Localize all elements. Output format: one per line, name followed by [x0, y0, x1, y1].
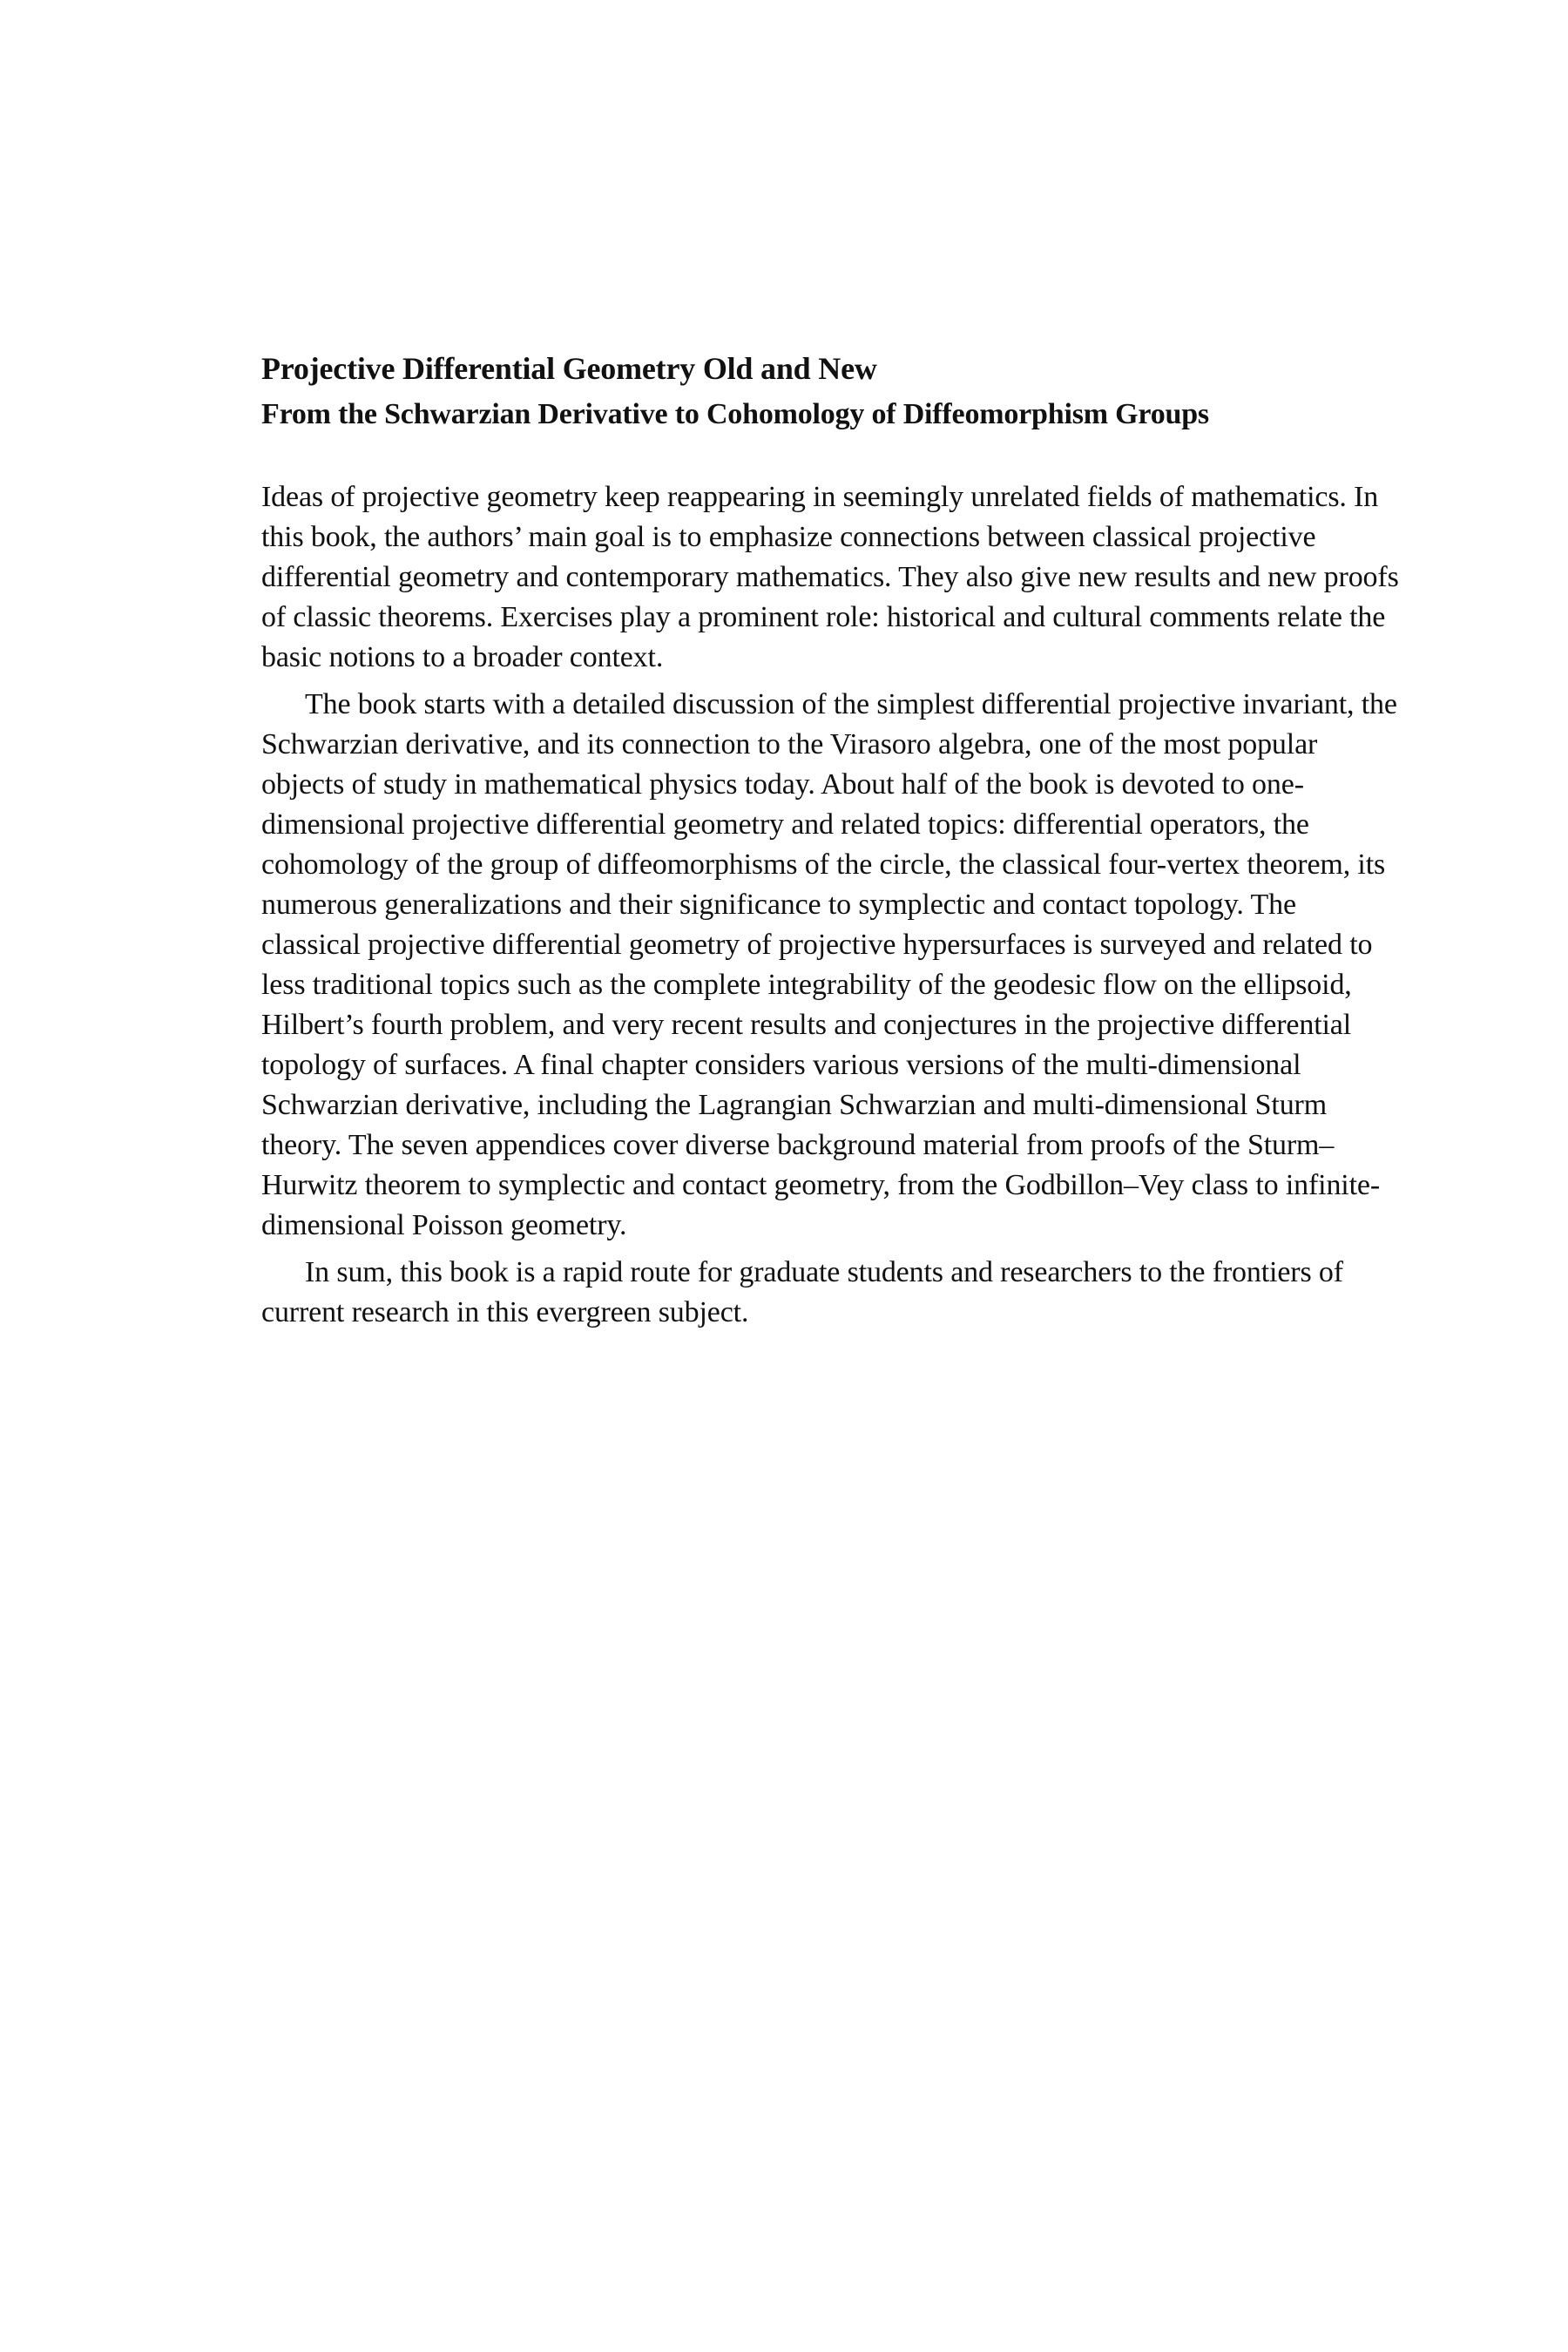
- book-subtitle: From the Schwarzian Derivative to Cohomology of Diffeomorphism Groups: [261, 398, 1209, 430]
- book-title: Projective Differential Geometry Old and New: [261, 351, 877, 386]
- paragraph-summary: In sum, this book is a rapid route for graduate students and researchers to the frontiers of current research in this evergreen subject.: [261, 1256, 1343, 1328]
- book-description: [261, 347, 1402, 1333]
- paragraph-overview: The book starts with a detailed discussion of the simplest differential projective invariant, the Schwarzian derivative, and its connection to the Virasoro algebra, one of the most popular objects of study in mathematical physics today. About half of the book is devoted to one-dimensional projective differential geometry and related topics: differential operators, the cohomology of the group of diffeomorphisms of the circle, the classical four-vertex theorem, its numerous generalizations and their significance to symplectic and contact topology. The classical projective differential geometry of projective hypersurfaces is surveyed and related to less traditional topics such as the complete integrability of the geodesic flow on the ellipsoid, Hilbert’s fourth problem, and very recent results and conjectures in the projective differential topology of surfaces. A final chapter considers various versions of the multi-dimensional Schwarzian derivative, including the Lagrangian Schwarzian and multi-dimensional Sturm theory. The seven appendices cover diverse background material from proofs of the Sturm–Hurwitz theorem to symplectic and contact geometry, from the Godbillon–Vey class to infinite-dimensional Poisson geometry.: [261, 688, 1397, 1241]
- paragraph-intro: Ideas of projective geometry keep reappearing in seemingly unrelated fields of mathematics. In this book, the authors’ main goal is to emphasize connections between classical projective differential geometry and contemporary mathematics. They also give new results and new proofs of classic theorems. Exercises play a prominent role: historical and cultural comments relate the basic notions to a broader context.: [261, 481, 1399, 673]
- abstract: [261, 477, 1402, 1333]
